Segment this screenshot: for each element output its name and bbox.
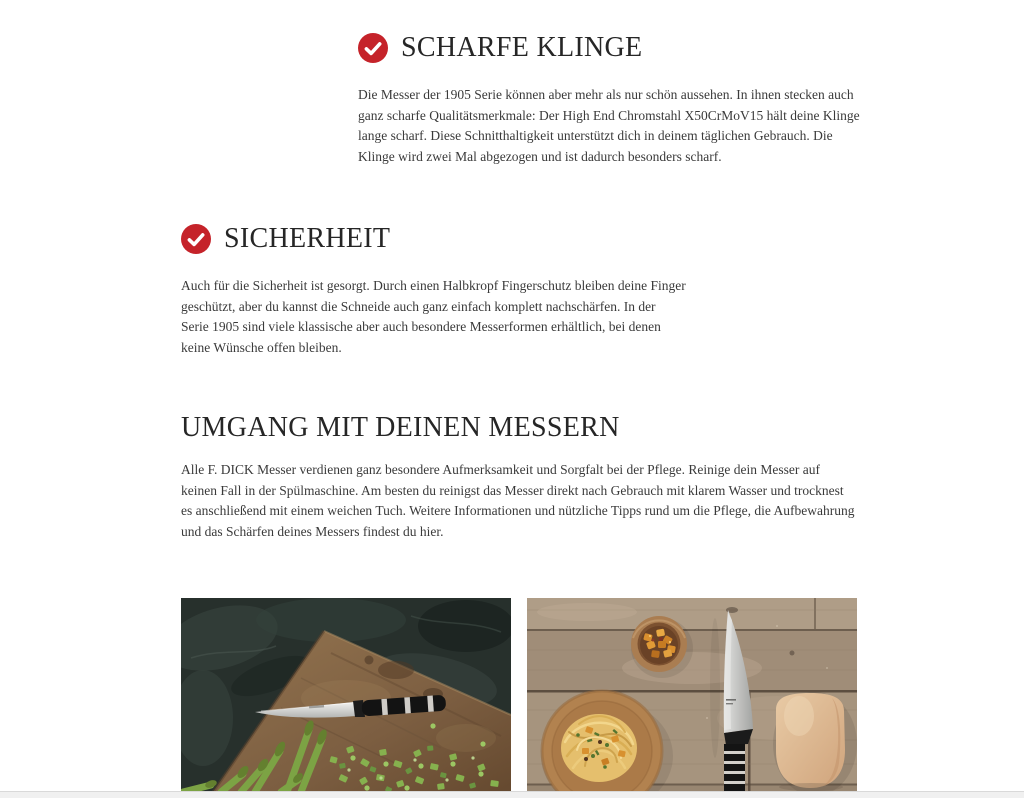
section-scharfe-klinge <box>358 33 863 167</box>
butternut-squash <box>776 693 845 791</box>
section-title: SICHERHEIT <box>224 223 391 254</box>
squash-bowl <box>631 616 687 672</box>
horizontal-scrollbar[interactable] <box>0 791 1024 798</box>
section-title: UMGANG MIT DEINEN MESSERN <box>181 412 620 443</box>
section-header <box>358 33 863 63</box>
check-circle-icon <box>181 224 211 254</box>
pasta-plate <box>542 691 662 792</box>
check-circle-icon <box>358 33 388 63</box>
photo-chef-knife-pasta <box>527 598 857 792</box>
section-paragraph: Auch für die Sicherheit ist gesorgt. Durch einen Halbkropf Fingerschutz bleiben deine Finger geschützt, aber du kannst die Schneide auch ganz einfach komplett nachschärfen. In der Serie 1905 sind viele klassische aber auch besondere Messerformen erhältlich, bei denen keine Wünsche offen bleiben. <box>181 278 686 355</box>
section-paragraph: Die Messer der 1905 Serie können aber mehr als nur schön aussehen. In ihnen stecken auch ganz scharfe Qualitätsmerkmale: Der High End Chromstahl X50CrMoV15 hält deine Klinge lange scharf. Diese Schnitthaltigkeit unterstützt dich in deinem täglichen Gebrauch. Die Klinge wird zwei Mal abgezogen und ist dadurch besonders scharf. <box>358 87 860 164</box>
section-header <box>181 224 686 254</box>
section-sicherheit <box>181 224 686 358</box>
photo-gallery <box>181 598 857 792</box>
section-title: SCHARFE KLINGE <box>401 32 643 63</box>
section-paragraph: Alle F. DICK Messer verdienen ganz besondere Aufmerksamkeit und Sorgfalt bei der Pflege. Reinige dein Messer auf keinen Fall in der Spülmaschine. Am besten du reinigst das Messer direkt nach Gebrauch mit klarem Wasser und trocknest es anschließend mit einem weichen Tuch. Weitere Informationen und nützliche Tipps rund um die Pflege, die Aufbewahrung und das Schärfen deines Messers findest du hier. <box>181 462 855 539</box>
section-umgang-mit-deinen-messern <box>181 413 857 542</box>
photo-paring-knife-asparagus <box>181 598 511 792</box>
